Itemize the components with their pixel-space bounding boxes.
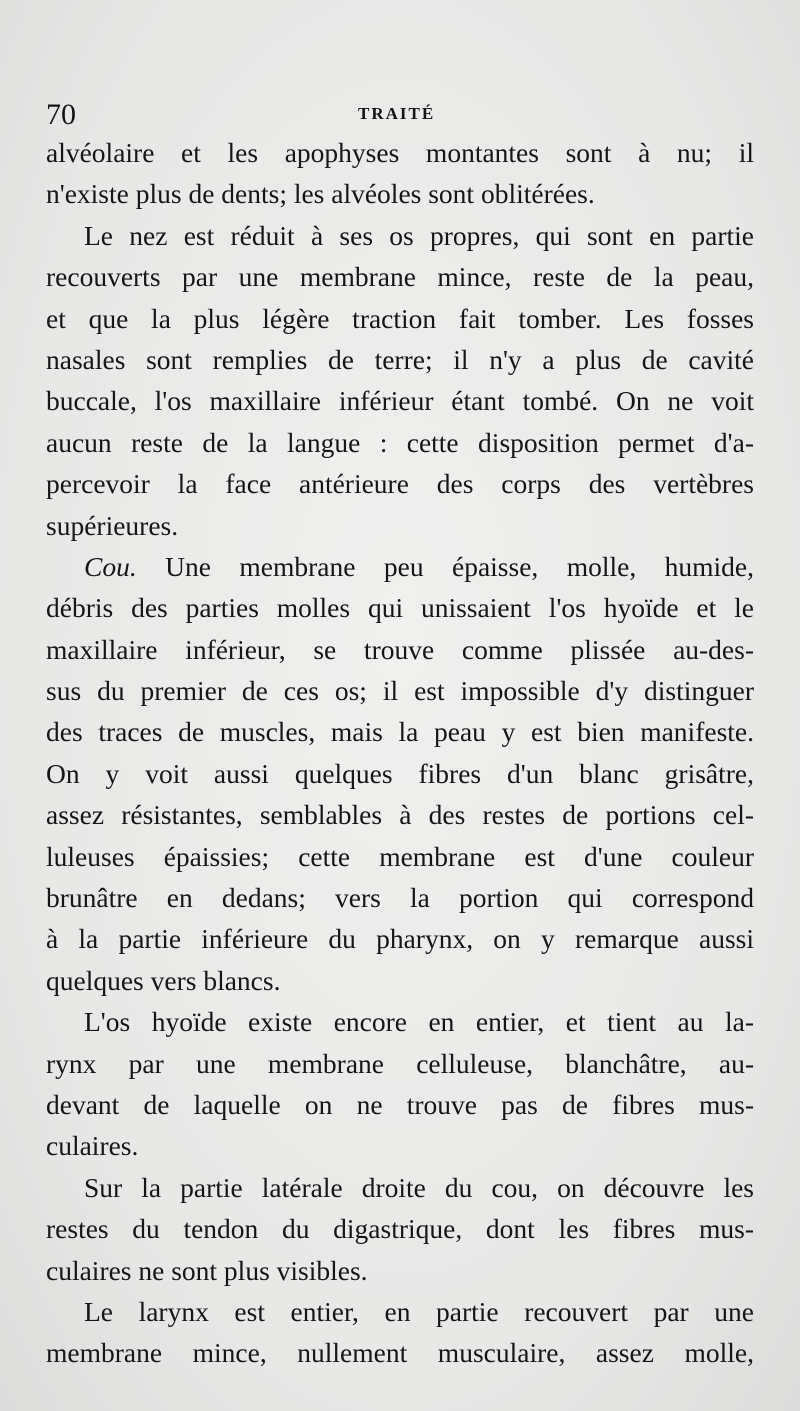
text-line: culaires.: [46, 1130, 139, 1162]
page-number: 70: [46, 98, 76, 131]
text-line: recouverts par une membrane mince, reste de la peau,: [46, 261, 754, 293]
text-run: Une membrane peu épaisse, molle, humide,: [136, 550, 754, 582]
text-line: sus du premier de ces os; il est impossible d'y distinguer: [46, 675, 754, 707]
text-line: L'os hyoïde existe encore en entier, et tient au la-: [84, 1006, 754, 1038]
paragraph: [46, 132, 754, 215]
text-line: restes du tendon du digastrique, dont les fibres mus-: [46, 1213, 754, 1245]
paragraph: [46, 1291, 754, 1374]
text-line: rynx par une membrane celluleuse, blanchâtre, au-: [46, 1047, 754, 1079]
text-line: aucun reste de la langue : cette disposition permet d'a-: [46, 426, 754, 458]
text-line: n'existe plus de dents; les alvéoles sont oblitérées.: [46, 178, 595, 210]
paragraph: [46, 215, 754, 546]
text-line: des traces de muscles, mais la peau y est bien manifeste.: [46, 716, 754, 748]
text-line: percevoir la face antérieure des corps des vertèbres: [46, 468, 754, 500]
text-line: On y voit aussi quelques fibres d'un blanc grisâtre,: [46, 757, 754, 789]
text-line: Le nez est réduit à ses os propres, qui sont en partie: [84, 219, 754, 251]
text-line: [46, 546, 754, 587]
text-line: maxillaire inférieur, se trouve comme plissée au-des-: [46, 633, 754, 665]
text-line: assez résistantes, semblables à des restes de portions cel-: [46, 799, 754, 831]
body-text: [46, 132, 754, 1374]
running-head: TRAITÉ: [358, 104, 436, 123]
text-line: nasales sont remplies de terre; il n'y a plus de cavité: [46, 343, 754, 375]
text-line: luleuses épaissies; cette membrane est d'une couleur: [46, 840, 754, 872]
paragraph: [46, 546, 754, 1001]
text-line: Sur la partie latérale droite du cou, on découvre les: [84, 1171, 754, 1203]
text-line: culaires ne sont plus visibles.: [46, 1254, 368, 1286]
section-lead: Cou.: [84, 550, 137, 582]
text-line: et que la plus légère traction fait tomber. Les fosses: [46, 302, 754, 334]
text-line: alvéolaire et les apophyses montantes sont à nu; il: [46, 137, 754, 168]
text-line: brunâtre en dedans; vers la portion qui correspond: [46, 882, 754, 914]
text-line: débris des parties molles qui unissaient l'os hyoïde et le: [46, 592, 754, 624]
text-line: à la partie inférieure du pharynx, on y remarque aussi: [46, 923, 754, 955]
text-line: devant de laquelle on ne trouve pas de fibres mus-: [46, 1088, 754, 1120]
text-line: membrane mince, nullement musculaire, assez molle,: [46, 1337, 754, 1369]
page-header: [46, 95, 754, 135]
text-line: supérieures.: [46, 509, 179, 541]
paragraph: [46, 1167, 754, 1291]
text-line: quelques vers blancs.: [46, 964, 281, 996]
text-line: Le larynx est entier, en partie recouvert par une: [84, 1295, 754, 1327]
text-line: buccale, l'os maxillaire inférieur étant tombé. On ne voit: [46, 385, 754, 417]
paragraph: [46, 1001, 754, 1167]
